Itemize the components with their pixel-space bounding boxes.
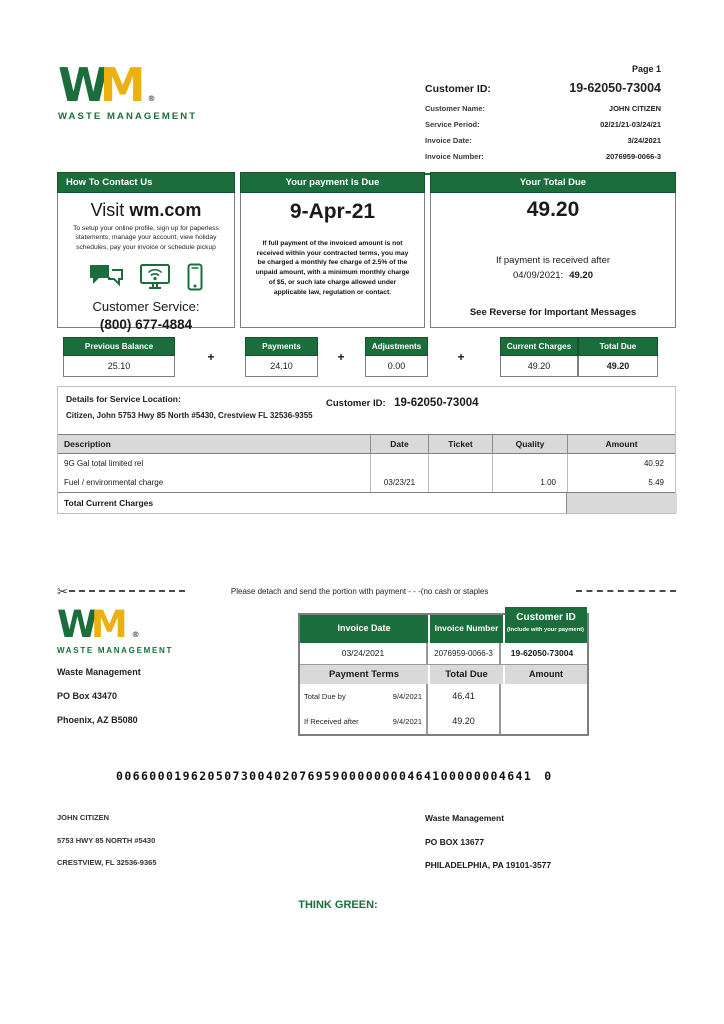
col-quality: Quality bbox=[492, 434, 567, 454]
recipient-address bbox=[57, 814, 157, 882]
detach-instruction: Please detach and send the portion with payment - - -(no cash or staples bbox=[230, 586, 489, 596]
phone-icon bbox=[187, 263, 203, 291]
charges-table-header bbox=[58, 434, 675, 454]
service-period-row bbox=[425, 120, 661, 129]
service-details-section bbox=[57, 386, 676, 514]
stub-subheader-row bbox=[300, 665, 587, 684]
company-address bbox=[57, 667, 287, 725]
contact-description: To setup your online profile, sign up for paperless statements, manage your account, view holiday schedules, pay your invoice or schedule pickup bbox=[73, 225, 219, 251]
wm-logo-w: W bbox=[58, 58, 100, 112]
total-due-box bbox=[578, 337, 658, 377]
adjustments-box bbox=[365, 337, 428, 377]
row-description: 9G Gal total limited rel bbox=[64, 459, 144, 468]
wm-logo-w: W bbox=[57, 603, 91, 646]
stub-invoice-number: 2076959-0066-3 bbox=[428, 643, 501, 664]
current-charges-value: 49.20 bbox=[500, 356, 578, 377]
wm-site-link: wm.com bbox=[129, 200, 202, 220]
customer-name-value: JOHN CITIZEN bbox=[608, 104, 661, 113]
chat-icon bbox=[89, 263, 123, 291]
invoice-date-row bbox=[425, 136, 661, 145]
amount-entry-cell bbox=[501, 684, 583, 734]
payment-terms-header: Payment Terms bbox=[300, 665, 428, 684]
invoice-date-label: Invoice Date: bbox=[425, 136, 472, 145]
late-fee-note: If full payment of the invoiced amount is not received within your contracted terms, you may be charged a monthly fee charge of 2.5% of the unpaid amount, with a minimum monthly charge of $5, or such late charge allowed under applicable law, regulation or contact. bbox=[255, 240, 410, 296]
total-current-charges-label: Total Current Charges bbox=[58, 493, 567, 513]
term-amount: 46.41 bbox=[452, 691, 475, 701]
wm-logo bbox=[58, 58, 198, 122]
term-date: 9/4/2021 bbox=[392, 692, 422, 701]
remit-to-address bbox=[425, 814, 551, 885]
total-due-card-title: Your Total Due bbox=[430, 172, 676, 193]
stub-customer-id-subtext: (Include with your payment) bbox=[507, 627, 584, 633]
term-amount: 49.20 bbox=[452, 716, 475, 726]
page-number: Page 1 bbox=[631, 64, 661, 74]
wm-logo-m: M bbox=[99, 58, 137, 112]
stub-customer-id-header bbox=[505, 607, 587, 643]
stub-invoice-date: 03/24/2021 bbox=[300, 643, 428, 664]
payment-due-date: 9-Apr-21 bbox=[289, 200, 376, 223]
previous-balance-label: Previous Balance bbox=[63, 337, 175, 356]
remit-from-block bbox=[57, 603, 287, 739]
registered-mark-icon: ® bbox=[131, 630, 140, 639]
total-due-value: 49.20 bbox=[578, 356, 658, 377]
customer-name-label: Customer Name: bbox=[425, 104, 486, 113]
customer-service-phone: (800) 677-4884 bbox=[99, 317, 193, 333]
details-customer-id-label: Customer ID: bbox=[326, 398, 386, 409]
stub-customer-id: 19-62050-73004 bbox=[510, 648, 574, 658]
col-amount: Amount bbox=[567, 434, 675, 454]
ocr-digits: 00660001962050730040207695900000000464100000004641 bbox=[116, 769, 533, 783]
reverse-note: See Reverse for Important Messages bbox=[469, 307, 637, 319]
late-payment-line bbox=[431, 254, 675, 283]
wm-logo-stub bbox=[57, 603, 287, 655]
plus-sign: + bbox=[337, 350, 345, 364]
recipient-city: CRESTVIEW, FL 32536-9365 bbox=[57, 858, 157, 867]
late-date: 04/09/2021: bbox=[513, 269, 564, 281]
stub-values-row bbox=[300, 643, 587, 665]
invoice-info-block bbox=[425, 64, 661, 175]
row-quality bbox=[492, 454, 567, 473]
payments-label: Payments bbox=[245, 337, 318, 356]
table-row bbox=[58, 473, 675, 492]
details-customer-id-value: 19-62050-73004 bbox=[394, 397, 479, 409]
visit-prefix: Visit bbox=[90, 200, 125, 220]
charges-table bbox=[58, 434, 675, 513]
visit-line bbox=[58, 200, 234, 221]
contact-icons bbox=[58, 261, 234, 291]
row-ticket bbox=[428, 473, 492, 492]
dashed-line-right bbox=[576, 590, 676, 592]
previous-balance-box bbox=[63, 337, 175, 377]
term-line bbox=[300, 709, 426, 734]
customer-id-value: 19-62050-73004 bbox=[569, 81, 661, 95]
row-quality: 1.00 bbox=[492, 473, 567, 492]
service-period-label: Service Period: bbox=[425, 120, 480, 129]
current-charges-label: Current Charges bbox=[500, 337, 578, 356]
stub-invoice-number-header: Invoice Number bbox=[430, 615, 503, 643]
remit-name: Waste Management bbox=[425, 813, 505, 823]
wm-logo-m: M bbox=[90, 603, 121, 646]
row-date: 03/23/21 bbox=[370, 473, 428, 492]
company-po-box: PO Box 43470 bbox=[57, 691, 118, 701]
adjustments-label: Adjustments bbox=[365, 337, 428, 356]
late-amount: 49.20 bbox=[569, 269, 593, 281]
stub-terms-rows bbox=[300, 684, 587, 734]
total-due-label: Total Due bbox=[578, 337, 658, 356]
wm-wordmark: WASTE MANAGEMENT bbox=[58, 111, 198, 122]
stub-invoice-date-header: Invoice Date bbox=[300, 615, 428, 643]
details-customer-id bbox=[326, 393, 479, 411]
wm-logo-letters bbox=[57, 603, 287, 646]
terms-labels-cell bbox=[300, 684, 428, 734]
col-ticket: Ticket bbox=[428, 434, 492, 454]
ocr-scan-line bbox=[116, 769, 553, 783]
stub-customer-id-title: Customer ID bbox=[516, 612, 576, 623]
total-due-amount: 49.20 bbox=[526, 198, 580, 221]
ocr-suffix: 0 bbox=[544, 769, 553, 783]
total-current-charges-amount-cell bbox=[567, 493, 677, 513]
plus-sign: + bbox=[207, 350, 215, 364]
row-description: Fuel / environmental charge bbox=[64, 478, 164, 487]
company-name: Waste Management bbox=[57, 667, 141, 677]
payments-value: 24.10 bbox=[245, 356, 318, 377]
customer-name-row bbox=[425, 104, 661, 113]
customer-id-row bbox=[425, 81, 661, 95]
late-prefix: If payment is received after bbox=[495, 255, 611, 266]
remit-city: PHILADELPHIA, PA 19101-3577 bbox=[425, 860, 552, 870]
company-city: Phoenix, AZ B5080 bbox=[57, 715, 138, 725]
previous-balance-value: 25.10 bbox=[63, 356, 175, 377]
total-due-card bbox=[430, 172, 676, 328]
customer-id-label: Customer ID: bbox=[425, 83, 491, 95]
scissors-icon: ✂ bbox=[57, 583, 68, 599]
row-ticket bbox=[428, 454, 492, 473]
service-address: Citizen, John 5753 Hwy 85 North #5430, Crestview FL 32536-9355 bbox=[66, 411, 313, 420]
remit-po-box: PO BOX 13677 bbox=[425, 836, 485, 847]
terms-amounts-cell bbox=[428, 684, 501, 734]
term-label: Total Due by bbox=[304, 692, 346, 701]
payment-stub-table bbox=[298, 613, 589, 736]
row-amount: 40.92 bbox=[567, 454, 675, 473]
stub-amount-header: Amount bbox=[505, 665, 587, 684]
balance-summary bbox=[0, 337, 724, 379]
contact-card bbox=[57, 172, 235, 333]
payments-box bbox=[245, 337, 318, 377]
col-description: Description bbox=[58, 434, 370, 454]
current-charges-box bbox=[500, 337, 578, 377]
stub-total-due-header: Total Due bbox=[430, 665, 503, 684]
col-date: Date bbox=[370, 434, 428, 454]
recipient-name: JOHN CITIZEN bbox=[57, 813, 110, 822]
wm-logo-letters bbox=[58, 58, 197, 112]
term-label: If Received after bbox=[304, 717, 359, 726]
service-period-value: 02/21/21-03/24/21 bbox=[600, 120, 661, 129]
stub-header-row bbox=[300, 612, 587, 643]
term-line bbox=[300, 684, 426, 709]
table-row bbox=[58, 454, 675, 473]
adjustments-value: 0.00 bbox=[365, 356, 428, 377]
dashed-line-left bbox=[69, 590, 185, 592]
table-footer-row bbox=[58, 492, 675, 513]
think-green-slogan: THINK GREEN: bbox=[298, 899, 378, 911]
recipient-street: 5753 HWY 85 NORTH #5430 bbox=[57, 835, 156, 845]
wm-wordmark: WASTE MANAGEMENT bbox=[57, 646, 174, 655]
payment-due-card bbox=[240, 172, 425, 328]
contact-card-title: How To Contact Us bbox=[57, 172, 235, 193]
details-title: Details for Service Location: bbox=[66, 394, 181, 404]
registered-mark-icon: ® bbox=[147, 94, 156, 103]
invoice-number-label: Invoice Number: bbox=[425, 152, 484, 161]
info-cards-row bbox=[57, 172, 676, 333]
row-date bbox=[370, 454, 428, 473]
payment-due-card-title: Your payment Is Due bbox=[240, 172, 425, 193]
detach-strip bbox=[57, 584, 676, 598]
plus-sign: + bbox=[457, 350, 465, 364]
term-date: 9/4/2021 bbox=[392, 717, 422, 726]
invoice-date-value: 3/24/2021 bbox=[627, 136, 661, 145]
invoice-number-value: 2076959-0066-3 bbox=[605, 152, 661, 161]
customer-service-label: Customer Service: bbox=[92, 299, 200, 315]
row-amount: 5.49 bbox=[567, 473, 675, 492]
monitor-wifi-icon bbox=[138, 263, 172, 291]
invoice-number-row bbox=[425, 152, 661, 161]
